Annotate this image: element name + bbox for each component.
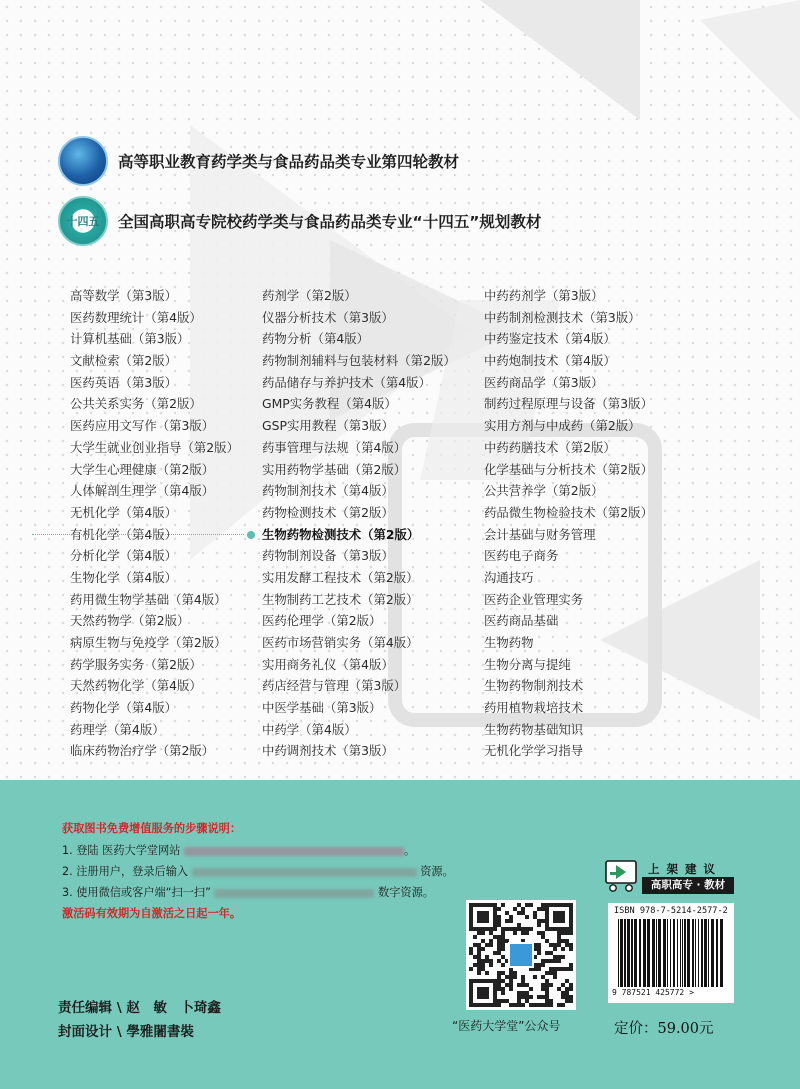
book-title: 中药制剂检测技术（第3版） (484, 309, 641, 325)
step-2-end: 资源。 (420, 865, 454, 878)
book-title: 无机化学（第4版） (70, 504, 178, 520)
book-title: 会计基础与财务管理 (484, 526, 596, 542)
book-title: 生物药物检测技术（第2版） (262, 524, 456, 546)
step-1 (62, 840, 454, 861)
book-title: 药物制剂技术（第4版） (262, 483, 394, 499)
price-label: 定价：59.00元 (614, 1021, 714, 1037)
book-title: 计算机基础（第3版） (70, 331, 190, 347)
book-title: 医药英语（第3版） (70, 374, 178, 390)
book-title: 中药药膳技术（第2版） (484, 439, 616, 455)
step-1-text: 1. 登陆 医药大学堂网站 (62, 844, 181, 857)
book-title: 生物药物 (484, 635, 534, 650)
series-title-1-text: 高等职业教育药学类与食品药品类专业第四轮教材 (118, 153, 460, 171)
book-title: 药店经营与管理（第3版） (262, 678, 407, 694)
book-title: 生物分离与提纯 (484, 656, 571, 672)
book-title: 药用植物栽培技术 (484, 700, 584, 716)
book-title: 药物分析（第4版） (262, 331, 370, 347)
activation-note: 激活码有效期为自激活之日起一年。 (62, 907, 242, 920)
book-title: 有机化学（第4版） (70, 526, 178, 542)
shelf-category: 高职高专 · 教材 (642, 877, 734, 894)
step-2-text: 2. 注册用户，登录后输入 (62, 865, 189, 878)
book-title: 医药数理统计（第4版） (70, 309, 202, 325)
book-title: 公共关系实务（第2版） (70, 396, 202, 412)
book-title: 实用药物学基础（第2版） (262, 461, 407, 477)
book-title: 病原生物与免疫学（第2版） (70, 635, 227, 650)
book-title: 中药鉴定技术（第4版） (484, 331, 616, 347)
book-title: 大学生心理健康（第2版） (70, 461, 215, 477)
book-title: 化学基础与分析技术（第2版） (484, 461, 653, 477)
step-3-end: 数字资源。 (378, 886, 434, 899)
book-title: 药事管理与法规（第4版） (262, 439, 407, 455)
service-steps (62, 820, 454, 924)
book-title: 仪器分析技术（第3版） (262, 309, 394, 325)
book-title: 中药药剂学（第3版） (484, 288, 604, 303)
book-title: 实用方剂与中成药（第2版） (484, 418, 641, 434)
step-1-end: 。 (404, 844, 416, 857)
book-title: 制药过程原理与设备（第3版） (484, 396, 653, 412)
book-title: 生物药物基础知识 (484, 721, 584, 737)
wechat-qr-code[interactable] (466, 900, 576, 1010)
book-title: 药学服务实务（第2版） (70, 656, 202, 672)
book-title: 药物制剂辅料与包装材料（第2版） (262, 353, 456, 369)
book-title: 中药炮制技术（第4版） (484, 353, 616, 369)
book-title: 临床药物治疗学（第2版） (70, 743, 215, 759)
book-title: 人体解剖生理学（第4版） (70, 483, 215, 499)
book-title: 生物制药工艺技术（第2版） (262, 591, 419, 607)
book-title: 药物检测技术（第2版） (262, 504, 394, 520)
book-title: 沟通技巧 (484, 569, 534, 585)
book-title: 医药伦理学（第2版） (262, 613, 382, 629)
cart-icon (604, 855, 644, 895)
editors-block (58, 996, 221, 1044)
isbn-digits: 9 787521 425772 > (612, 988, 694, 997)
book-title: 实用商务礼仪（第4版） (262, 656, 394, 672)
step-3-text: 3. 使用微信或客户端“扫一扫” (62, 886, 211, 899)
shelf-label: 上架建议 (648, 862, 722, 876)
book-title: 药物化学（第4版） (70, 700, 178, 716)
book-title: 药物制剂设备（第3版） (262, 548, 394, 564)
book-title: 药理学（第4版） (70, 721, 165, 737)
book-title: GSP实用教程（第3版） (262, 418, 394, 434)
book-title: 医药商品学（第3版） (484, 374, 604, 390)
book-list-column-3 (484, 285, 653, 762)
book-title: 大学生就业创业指导（第2版） (70, 439, 239, 455)
book-title: 医药电子商务 (484, 548, 559, 564)
book-title: 医药商品基础 (484, 613, 559, 629)
steps-heading: 获取图书免费增值服务的步骤说明： (62, 822, 242, 835)
step-2 (62, 861, 454, 882)
book-title: 医药应用文写作（第3版） (70, 418, 215, 434)
step-3 (62, 882, 454, 903)
editor-line: 责任编辑 \ 赵 敏 卜琦鑫 (58, 1000, 221, 1016)
series-logo-icon (58, 136, 108, 186)
blurred-url (184, 847, 404, 856)
series-title-2-text: 全国高职高专院校药学类与食品药品类专业“十四五”规划教材 (118, 213, 542, 231)
book-title: 实用发酵工程技术（第2版） (262, 569, 419, 585)
shelf-suggestion (604, 855, 726, 899)
qr-caption: “医药大学堂”公众号 (452, 1019, 561, 1033)
book-list-column-1 (70, 285, 239, 762)
book-title: 公共营养学（第2版） (484, 483, 604, 499)
book-title: 生物化学（第4版） (70, 569, 178, 585)
book-title: 药用微生物学基础（第4版） (70, 591, 227, 607)
book-title: 生物药物制剂技术 (484, 678, 584, 694)
book-title: 天然药物化学（第4版） (70, 678, 202, 694)
book-title: 分析化学（第4版） (70, 548, 178, 564)
book-title: 中药学（第4版） (262, 721, 357, 737)
book-title: 中药调剂技术（第3版） (262, 743, 394, 759)
qr-pattern-icon (469, 903, 573, 1007)
series-title-1 (58, 136, 459, 186)
book-title: 医药企业管理实务 (484, 591, 584, 607)
series-title-2 (58, 196, 541, 246)
book-title: 无机化学学习指导 (484, 743, 584, 759)
book-title: 药剂学（第2版） (262, 288, 357, 303)
blurred-text (214, 889, 374, 898)
book-title: 医药市场营销实务（第4版） (262, 635, 419, 650)
book-list-column-2 (262, 285, 456, 762)
book-title: 文献检索（第2版） (70, 353, 178, 369)
barcode-bars (618, 919, 724, 987)
logo-text: 十四五 (66, 215, 100, 228)
book-title: 高等数学（第3版） (70, 288, 178, 303)
book-title: GMP实务教程（第4版） (262, 396, 397, 412)
isbn-barcode (608, 903, 734, 1003)
book-title: 药品储存与养护技术（第4版） (262, 374, 431, 390)
designer-line: 封面设计 \ 學雅闍書裝 (58, 1024, 194, 1040)
blurred-text (192, 868, 417, 877)
book-title: 中医学基础（第3版） (262, 700, 382, 716)
book-title: 天然药物学（第2版） (70, 613, 190, 629)
book-title: 药品微生物检验技术（第2版） (484, 504, 653, 520)
fourteenth-five-year-logo-icon (58, 196, 108, 246)
isbn-text: ISBN 978-7-5214-2577-2 (614, 906, 728, 916)
